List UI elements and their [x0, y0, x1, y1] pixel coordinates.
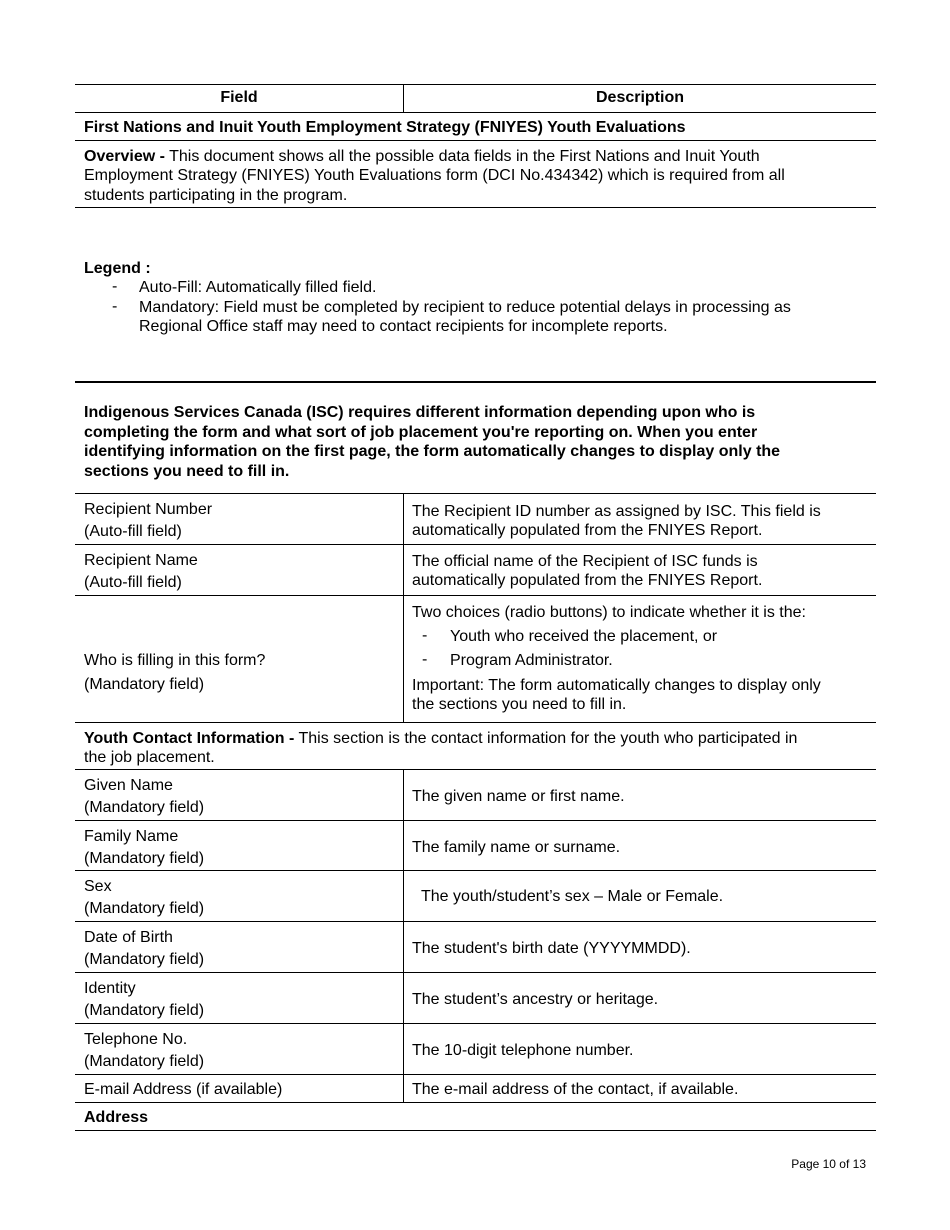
- overview-line-3: students participating in the program.: [84, 187, 348, 204]
- rule: [75, 1023, 876, 1024]
- overview-line-2: Employment Strategy (FNIYES) Youth Evaluations form (DCI No.434342) which is required from all: [84, 167, 785, 184]
- desc-recipient-number-2: automatically populated from the FNIYES Report.: [412, 522, 763, 539]
- field-email: E-mail Address (if available): [84, 1081, 283, 1098]
- column-divider: [403, 493, 404, 722]
- desc-dob: The student's birth date (YYYYMMDD).: [412, 940, 691, 957]
- desc-important-2: the sections you need to fill in.: [412, 696, 627, 713]
- youth-contact-line-1: Youth Contact Information - This section is the contact information for the youth who participated in: [84, 730, 798, 747]
- field-note: (Auto-fill field): [84, 523, 182, 540]
- rule: [75, 1130, 876, 1131]
- notice-line-4: sections you need to fill in.: [84, 463, 290, 480]
- rule: [75, 820, 876, 821]
- field-note: (Mandatory field): [84, 850, 205, 867]
- field-recipient-name: Recipient Name: [84, 552, 198, 569]
- field-recipient-number: Recipient Number: [84, 501, 213, 518]
- doc-title: First Nations and Inuit Youth Employment Strategy (FNIYES) Youth Evaluations: [84, 119, 686, 136]
- header-field: Field: [220, 89, 258, 106]
- bullet: -: [112, 298, 118, 315]
- desc-telephone: The 10-digit telephone number.: [412, 1042, 634, 1059]
- rule: [75, 1074, 876, 1075]
- legend-title: Legend :: [84, 260, 151, 277]
- rule: [75, 722, 876, 723]
- field-note: (Mandatory field): [84, 1002, 205, 1019]
- legend-item-mandatory-2: Regional Office staff may need to contact recipients for incomplete reports.: [139, 318, 668, 335]
- header-description: Description: [595, 89, 684, 106]
- field-note: (Mandatory field): [84, 799, 205, 816]
- rule: [75, 207, 876, 208]
- field-note: (Auto-fill field): [84, 574, 182, 591]
- overview-label: Overview -: [84, 148, 165, 165]
- rule: [75, 140, 876, 141]
- desc-identity: The student’s ancestry or heritage.: [412, 991, 659, 1008]
- notice-line-3: identifying information on the first page, the form automatically changes to display only the: [84, 443, 781, 460]
- field-identity: Identity: [84, 980, 136, 997]
- notice-line-2: completing the form and what sort of job placement you're reporting on. When you enter: [84, 424, 758, 441]
- rule: [75, 544, 876, 545]
- field-who-filling: Who is filling in this form?: [84, 652, 266, 669]
- section-rule: [75, 381, 876, 383]
- notice-line-1: Indigenous Services Canada (ISC) requires different information depending upon who is: [84, 404, 756, 421]
- bullet: -: [112, 278, 118, 295]
- field-note: (Mandatory field): [84, 1053, 205, 1070]
- bullet: -: [422, 651, 428, 668]
- field-note: (Mandatory field): [84, 676, 205, 693]
- legend-item-mandatory-1: Mandatory: Field must be completed by recipient to reduce potential delays in processing as: [139, 299, 791, 316]
- desc-recipient-number-1: The Recipient ID number as assigned by ISC. This field is: [412, 503, 821, 520]
- bullet: -: [422, 627, 428, 644]
- desc-important-1: Important: The form automatically changes to display only: [412, 677, 821, 694]
- field-telephone: Telephone No.: [84, 1031, 188, 1048]
- desc-who-filling-intro: Two choices (radio buttons) to indicate whether it is the:: [412, 604, 806, 621]
- desc-recipient-name-1: The official name of the Recipient of ISC funds is: [412, 553, 758, 570]
- rule: [75, 1102, 876, 1103]
- column-divider: [403, 769, 404, 1102]
- rule: [75, 595, 876, 596]
- youth-contact-line-2: the job placement.: [84, 749, 215, 766]
- field-note: (Mandatory field): [84, 900, 205, 917]
- overview-line-1: Overview - This document shows all the possible data fields in the First Nations and Inuit Youth: [84, 148, 760, 165]
- field-sex: Sex: [84, 878, 112, 895]
- rule: [75, 493, 876, 494]
- legend-item-autofill: Auto-Fill: Automatically filled field.: [139, 279, 377, 296]
- rule: [75, 112, 876, 113]
- desc-email: The e-mail address of the contact, if available.: [412, 1081, 739, 1098]
- desc-choice-admin: Program Administrator.: [450, 652, 613, 669]
- youth-contact-label: Youth Contact Information -: [84, 730, 295, 747]
- field-dob: Date of Birth: [84, 929, 173, 946]
- field-note: (Mandatory field): [84, 951, 205, 968]
- rule: [75, 769, 876, 770]
- field-given-name: Given Name: [84, 777, 173, 794]
- desc-recipient-name-2: automatically populated from the FNIYES Report.: [412, 572, 763, 589]
- rule: [75, 921, 876, 922]
- desc-family-name: The family name or surname.: [412, 839, 621, 856]
- desc-sex: The youth/student’s sex – Male or Female.: [421, 888, 724, 905]
- desc-choice-youth: Youth who received the placement, or: [450, 628, 718, 645]
- page-number: Page 10 of 13: [791, 1157, 866, 1171]
- rule: [75, 84, 876, 85]
- desc-given-name: The given name or first name.: [412, 788, 625, 805]
- rule: [75, 870, 876, 871]
- rule: [75, 972, 876, 973]
- field-family-name: Family Name: [84, 828, 179, 845]
- address-label: Address: [84, 1109, 149, 1126]
